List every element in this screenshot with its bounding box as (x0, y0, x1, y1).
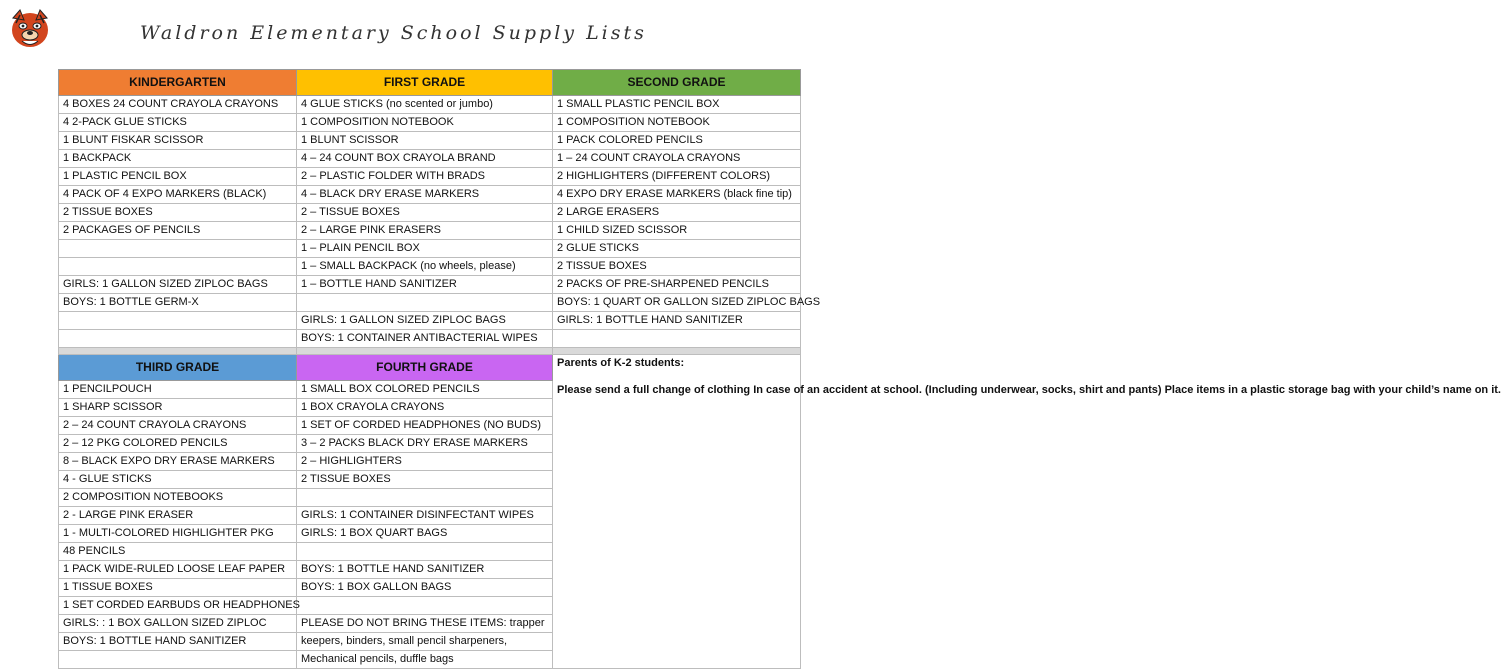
kindergarten-item (59, 312, 297, 330)
fourth-grade-item: 1 BOX CRAYOLA CRAYONS (297, 399, 553, 417)
fourth-grade-item: Mechanical pencils, duffle bags (297, 651, 553, 669)
table-row (59, 294, 801, 312)
fourth-grade-header: FOURTH GRADE (297, 355, 553, 381)
third-grade-item: 8 – BLACK EXPO DRY ERASE MARKERS (59, 453, 297, 471)
first-grade-item: BOYS: 1 CONTAINER ANTIBACTERIAL WIPES (297, 330, 553, 348)
bulldog-mascot-icon (8, 6, 52, 52)
third-grade-item: 2 COMPOSITION NOTEBOOKS (59, 489, 297, 507)
fourth-grade-item (297, 489, 553, 507)
second-grade-item: 2 PACKS OF PRE-SHARPENED PENCILS (553, 276, 801, 294)
second-grade-item: 2 HIGHLIGHTERS (DIFFERENT COLORS) (553, 168, 801, 186)
fourth-grade-item (297, 543, 553, 561)
second-grade-item: 1 COMPOSITION NOTEBOOK (553, 114, 801, 132)
first-grade-item: 1 – PLAIN PENCIL BOX (297, 240, 553, 258)
first-grade-item: 1 – BOTTLE HAND SANITIZER (297, 276, 553, 294)
third-grade-item: 1 SHARP SCISSOR (59, 399, 297, 417)
first-grade-item: 2 – PLASTIC FOLDER WITH BRADS (297, 168, 553, 186)
fourth-grade-item (297, 597, 553, 615)
table-row (59, 240, 801, 258)
kindergarten-item (59, 240, 297, 258)
first-grade-header: FIRST GRADE (297, 70, 553, 96)
third-grade-item (59, 651, 297, 669)
kindergarten-item: 2 PACKAGES OF PENCILS (59, 222, 297, 240)
third-grade-item: 2 – 12 PKG COLORED PENCILS (59, 435, 297, 453)
grade-header-row (59, 70, 801, 96)
table-row (59, 150, 801, 168)
table-row (59, 222, 801, 240)
table-row (59, 330, 801, 348)
first-grade-item: 4 – 24 COUNT BOX CRAYOLA BRAND (297, 150, 553, 168)
first-grade-item: GIRLS: 1 GALLON SIZED ZIPLOC BAGS (297, 312, 553, 330)
kindergarten-item: 1 PLASTIC PENCIL BOX (59, 168, 297, 186)
first-grade-item: 2 – LARGE PINK ERASERS (297, 222, 553, 240)
fourth-grade-item: 2 – HIGHLIGHTERS (297, 453, 553, 471)
fourth-grade-item: 1 SET OF CORDED HEADPHONES (NO BUDS) (297, 417, 553, 435)
grade-header-row (59, 355, 801, 381)
second-grade-header: SECOND GRADE (553, 70, 801, 96)
table-row (59, 258, 801, 276)
supply-list-table (58, 69, 1501, 669)
fourth-grade-item: GIRLS: 1 CONTAINER DISINFECTANT WIPES (297, 507, 553, 525)
kindergarten-header: KINDERGARTEN (59, 70, 297, 96)
kindergarten-item: GIRLS: 1 GALLON SIZED ZIPLOC BAGS (59, 276, 297, 294)
parents-note (553, 355, 1501, 669)
third-grade-item: 1 - MULTI-COLORED HIGHLIGHTER PKG (59, 525, 297, 543)
third-grade-item: 1 PENCILPOUCH (59, 381, 297, 399)
third-grade-item: 1 TISSUE BOXES (59, 579, 297, 597)
table-row (59, 168, 801, 186)
first-grade-item: 1 COMPOSITION NOTEBOOK (297, 114, 553, 132)
fourth-grade-item: BOYS: 1 BOX GALLON BAGS (297, 579, 553, 597)
first-grade-item (297, 294, 553, 312)
fourth-grade-item: 2 TISSUE BOXES (297, 471, 553, 489)
page-title: Waldron Elementary School Supply Lists (140, 22, 647, 44)
second-grade-item: 4 EXPO DRY ERASE MARKERS (black fine tip) (553, 186, 801, 204)
fourth-grade-item: 1 SMALL BOX COLORED PENCILS (297, 381, 553, 399)
first-grade-item: 1 – SMALL BACKPACK (no wheels, please) (297, 258, 553, 276)
second-grade-item: BOYS: 1 QUART OR GALLON SIZED ZIPLOC BAGS (553, 294, 801, 312)
kindergarten-item: 1 BACKPACK (59, 150, 297, 168)
third-grade-header: THIRD GRADE (59, 355, 297, 381)
third-grade-item: 4 - GLUE STICKS (59, 471, 297, 489)
first-grade-item: 4 – BLACK DRY ERASE MARKERS (297, 186, 553, 204)
table-row (59, 186, 801, 204)
table-row (59, 204, 801, 222)
second-grade-item: 1 PACK COLORED PENCILS (553, 132, 801, 150)
third-grade-item: 2 – 24 COUNT CRAYOLA CRAYONS (59, 417, 297, 435)
fourth-grade-item: keepers, binders, small pencil sharpeners, (297, 633, 553, 651)
first-grade-item: 1 BLUNT SCISSOR (297, 132, 553, 150)
kindergarten-item (59, 330, 297, 348)
second-grade-item: 1 CHILD SIZED SCISSOR (553, 222, 801, 240)
first-grade-item: 4 GLUE STICKS (no scented or jumbo) (297, 96, 553, 114)
second-grade-item: 1 – 24 COUNT CRAYOLA CRAYONS (553, 150, 801, 168)
kindergarten-item: 4 2-PACK GLUE STICKS (59, 114, 297, 132)
fourth-grade-item: PLEASE DO NOT BRING THESE ITEMS: trapper (297, 615, 553, 633)
third-grade-item: 48 PENCILS (59, 543, 297, 561)
second-grade-item: GIRLS: 1 BOTTLE HAND SANITIZER (553, 312, 801, 330)
first-grade-item: 2 – TISSUE BOXES (297, 204, 553, 222)
kindergarten-item: 2 TISSUE BOXES (59, 204, 297, 222)
second-grade-item: 2 LARGE ERASERS (553, 204, 801, 222)
fourth-grade-item: BOYS: 1 BOTTLE HAND SANITIZER (297, 561, 553, 579)
fourth-grade-item: 3 – 2 PACKS BLACK DRY ERASE MARKERS (297, 435, 553, 453)
kindergarten-item: 4 BOXES 24 COUNT CRAYOLA CRAYONS (59, 96, 297, 114)
note-heading: Parents of K-2 students: (557, 357, 685, 369)
third-grade-item: GIRLS: : 1 BOX GALLON SIZED ZIPLOC (59, 615, 297, 633)
second-grade-item (553, 330, 801, 348)
table-row (59, 276, 801, 294)
third-grade-item: 2 - LARGE PINK ERASER (59, 507, 297, 525)
second-grade-item: 1 SMALL PLASTIC PENCIL BOX (553, 96, 801, 114)
kindergarten-item: 4 PACK OF 4 EXPO MARKERS (BLACK) (59, 186, 297, 204)
page-header (0, 0, 800, 68)
third-grade-item: 1 SET CORDED EARBUDS OR HEADPHONES (59, 597, 297, 615)
second-grade-item: 2 GLUE STICKS (553, 240, 801, 258)
kindergarten-item: BOYS: 1 BOTTLE GERM-X (59, 294, 297, 312)
third-grade-item: BOYS: 1 BOTTLE HAND SANITIZER (59, 633, 297, 651)
note-body: Please send a full change of clothing In case of an accident at school. (Including underwear, socks, shirt and pants) Place items in a plastic storage bag with your child’s name on it. (557, 384, 1501, 396)
fourth-grade-item: GIRLS: 1 BOX QUART BAGS (297, 525, 553, 543)
section-separator (59, 348, 801, 355)
second-grade-item: 2 TISSUE BOXES (553, 258, 801, 276)
table-row (59, 114, 801, 132)
table-row (59, 132, 801, 150)
table-row (59, 96, 801, 114)
table-row (59, 312, 801, 330)
kindergarten-item: 1 BLUNT FISKAR SCISSOR (59, 132, 297, 150)
kindergarten-item (59, 258, 297, 276)
third-grade-item: 1 PACK WIDE-RULED LOOSE LEAF PAPER (59, 561, 297, 579)
